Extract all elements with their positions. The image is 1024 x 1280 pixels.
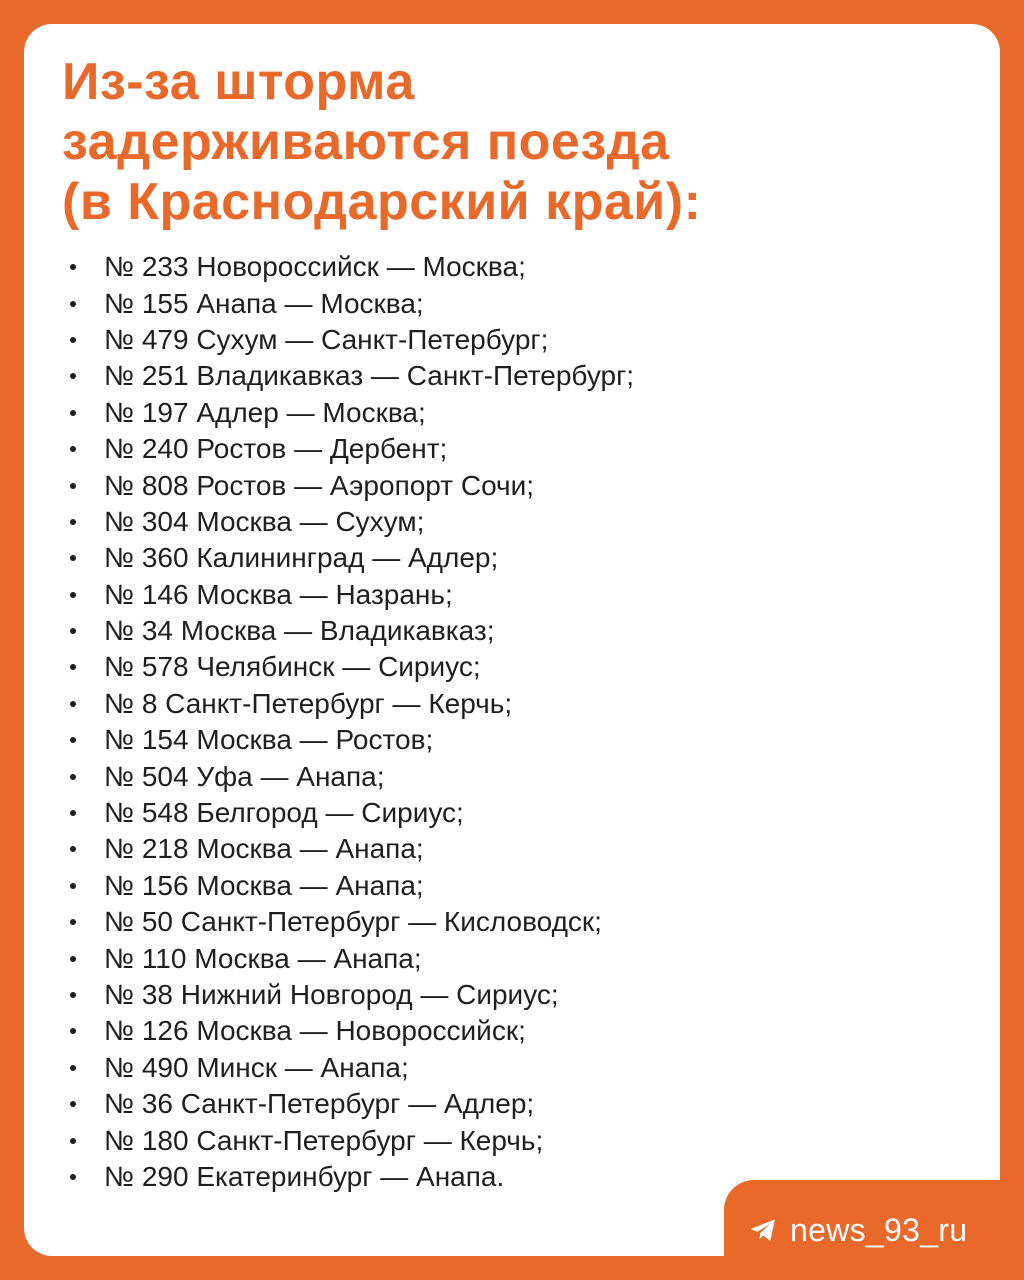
bullet-icon: [70, 701, 76, 707]
content-card: [24, 24, 1000, 1256]
train-label: № 290 Екатеринбург — Анапа.: [104, 1160, 505, 1192]
list-item: [70, 540, 634, 576]
list-item: [70, 249, 634, 285]
bullet-icon: [70, 664, 76, 670]
train-label: № 360 Калининград — Адлер;: [104, 542, 499, 574]
delayed-trains-list: [70, 249, 634, 1195]
bullet-icon: [70, 628, 76, 634]
list-item: [70, 358, 634, 394]
train-label: № 156 Москва — Анапа;: [104, 869, 424, 901]
bullet-icon: [70, 992, 76, 998]
bullet-icon: [70, 1174, 76, 1180]
headline: [62, 52, 962, 232]
train-label: № 50 Санкт-Петербург — Кисловодск;: [104, 906, 602, 938]
list-item: [70, 977, 634, 1013]
train-label: № 240 Ростов — Дербент;: [104, 433, 448, 465]
list-item: [70, 322, 634, 358]
bullet-icon: [70, 373, 76, 379]
bullet-icon: [70, 737, 76, 743]
list-item: [70, 1050, 634, 1086]
train-label: № 155 Анапа — Москва;: [104, 287, 424, 319]
bullet-icon: [70, 883, 76, 889]
train-label: № 578 Челябинск — Сириус;: [104, 651, 481, 683]
train-label: № 304 Москва — Сухум;: [104, 505, 425, 537]
list-item: [70, 831, 634, 867]
bullet-icon: [70, 810, 76, 816]
list-item: [70, 395, 634, 431]
list-item: [70, 904, 634, 940]
train-label: № 197 Адлер — Москва;: [104, 396, 426, 428]
train-label: № 126 Москва — Новороссийск;: [104, 1015, 526, 1047]
channel-badge[interactable]: [724, 1180, 1024, 1280]
list-item: [70, 613, 634, 649]
train-label: № 808 Ростов — Аэропорт Сочи;: [104, 469, 535, 501]
list-item: [70, 722, 634, 758]
train-label: № 218 Москва — Анапа;: [104, 833, 424, 865]
channel-handle[interactable]: news_93_ru: [790, 1211, 968, 1248]
bullet-icon: [70, 592, 76, 598]
list-item: [70, 431, 634, 467]
train-label: № 146 Москва — Назрань;: [104, 578, 453, 610]
bullet-icon: [70, 301, 76, 307]
list-item: [70, 504, 634, 540]
list-item: [70, 1013, 634, 1049]
list-item: [70, 758, 634, 794]
list-item: [70, 649, 634, 685]
list-item: [70, 577, 634, 613]
bullet-icon: [70, 1028, 76, 1034]
list-item: [70, 795, 634, 831]
list-item: [70, 940, 634, 976]
bullet-icon: [70, 956, 76, 962]
list-item: [70, 1159, 634, 1195]
bullet-icon: [70, 264, 76, 270]
train-label: № 479 Сухум — Санкт-Петербург;: [104, 323, 549, 355]
bullet-icon: [70, 1065, 76, 1071]
telegram-icon: [748, 1215, 778, 1245]
bullet-icon: [70, 555, 76, 561]
train-label: № 154 Москва — Ростов;: [104, 724, 434, 756]
train-label: № 548 Белгород — Сириус;: [104, 797, 464, 829]
bullet-icon: [70, 1138, 76, 1144]
bullet-icon: [70, 410, 76, 416]
headline-line-2: задерживаются поезда: [62, 113, 670, 171]
list-item: [70, 1086, 634, 1122]
list-item: [70, 1122, 634, 1158]
bullet-icon: [70, 1101, 76, 1107]
list-item: [70, 868, 634, 904]
bullet-icon: [70, 846, 76, 852]
train-label: № 34 Москва — Владикавказ;: [104, 615, 495, 647]
list-item: [70, 467, 634, 503]
train-label: № 110 Москва — Анапа;: [104, 942, 422, 974]
bullet-icon: [70, 337, 76, 343]
train-label: № 233 Новороссийск — Москва;: [104, 251, 526, 283]
list-item: [70, 285, 634, 321]
bullet-icon: [70, 919, 76, 925]
headline-line-3: (в Краснодарский край):: [62, 173, 702, 231]
train-label: № 8 Санкт-Петербург — Керчь;: [104, 687, 513, 719]
bullet-icon: [70, 519, 76, 525]
train-label: № 180 Санкт-Петербург — Керчь;: [104, 1124, 544, 1156]
train-label: № 490 Минск — Анапа;: [104, 1051, 409, 1083]
train-label: № 36 Санкт-Петербург — Адлер;: [104, 1088, 535, 1120]
train-label: № 38 Нижний Новгород — Сириус;: [104, 979, 559, 1010]
bullet-icon: [70, 446, 76, 452]
headline-line-1: Из-за шторма: [62, 53, 415, 111]
bullet-icon: [70, 483, 76, 489]
train-label: № 504 Уфа — Анапа;: [104, 760, 385, 792]
list-item: [70, 686, 634, 722]
bullet-icon: [70, 774, 76, 780]
channel-badge-body[interactable]: [724, 1180, 1024, 1280]
train-label: № 251 Владикавказ — Санкт-Петербург;: [104, 360, 635, 392]
